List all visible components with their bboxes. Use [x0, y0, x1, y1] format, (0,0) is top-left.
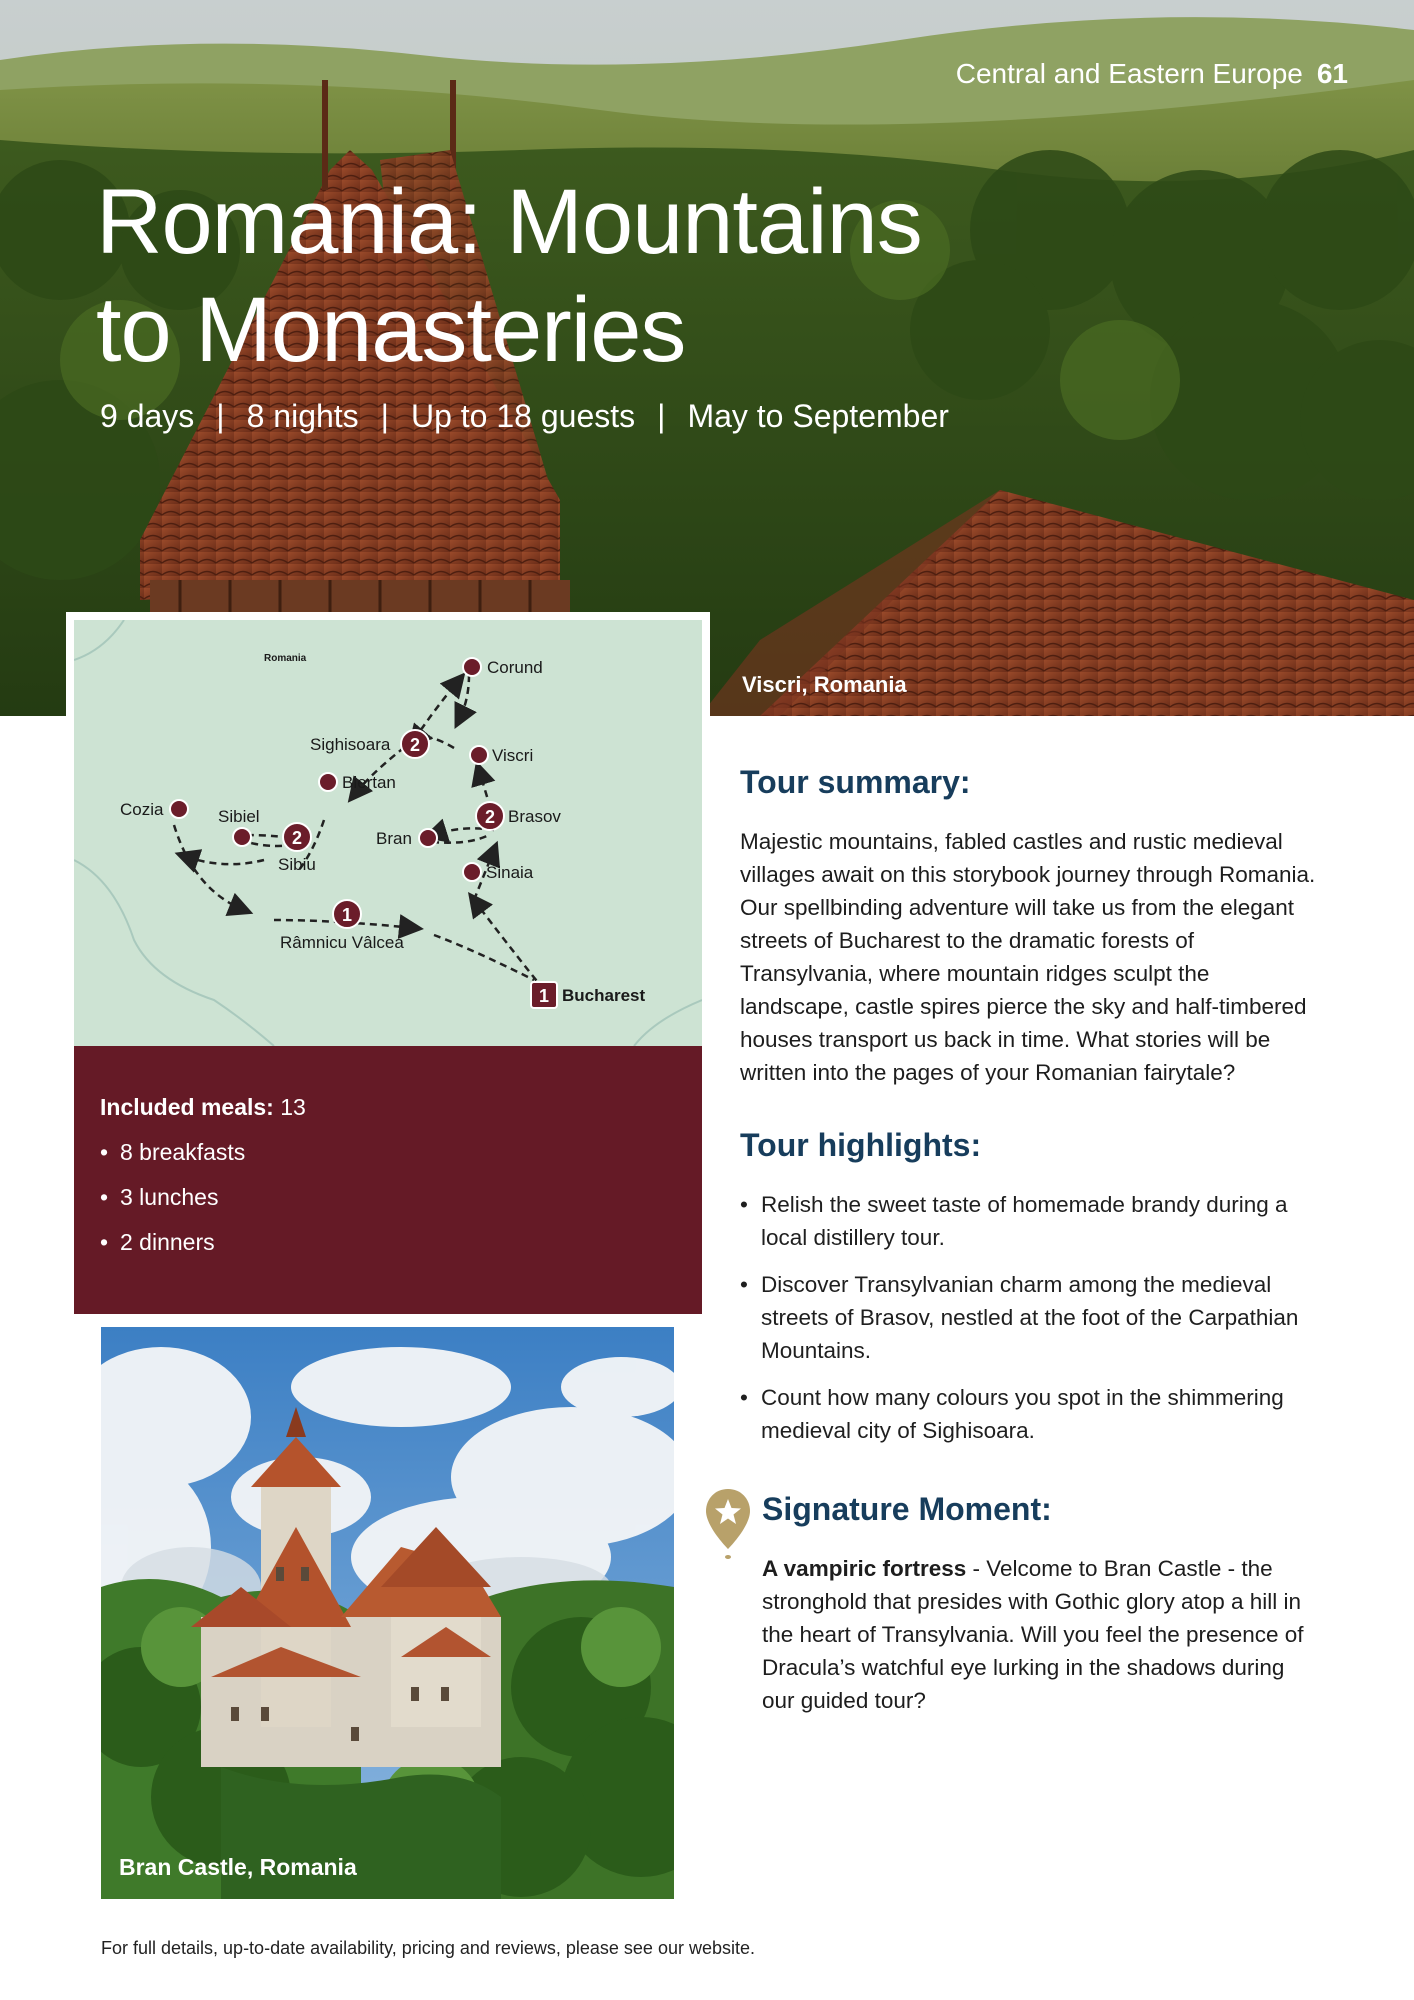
highlight-item: • Discover Transylvanian charm among the medieval streets of Brasov, nestled at the foot of the Carpathian Mountains. — [740, 1268, 1320, 1367]
label-sinaia: Sinaia — [486, 863, 534, 882]
label-cozia: Cozia — [120, 800, 164, 819]
highlight-item: • Relish the sweet taste of homemade brandy during a local distillery tour. — [740, 1188, 1320, 1254]
title-line-1: Romania: Mountains — [96, 171, 922, 273]
meta-separator: | — [657, 398, 666, 434]
page-title — [96, 168, 1056, 384]
border-line — [634, 1000, 702, 1046]
map-country-label: Romania — [264, 653, 307, 664]
castle-caption: Bran Castle, Romania — [119, 1854, 357, 1880]
hero-image — [0, 0, 1414, 716]
night-count-bucharest: 1 — [538, 986, 550, 1006]
meals-heading — [100, 1094, 676, 1121]
night-count-brasov: 2 — [484, 807, 496, 827]
meta-guests: Up to 18 guests — [410, 398, 636, 434]
tour-meta — [100, 398, 949, 435]
label-sibiu: Sibiu — [278, 855, 316, 874]
signature-bold: A vampiric fortress — [762, 1556, 967, 1581]
section-name: Central and Eastern Europe — [955, 58, 1303, 89]
meta-separator: | — [380, 398, 389, 434]
night-count-sibiu: 2 — [291, 828, 303, 848]
page-number: 61 — [1316, 58, 1348, 89]
signature-moment — [740, 1491, 1320, 1717]
night-count-sighisoara: 2 — [409, 735, 421, 755]
map-dot-sibiel — [233, 828, 251, 846]
bran-castle-photo — [101, 1327, 674, 1899]
page-header — [956, 58, 1348, 90]
route-map — [74, 620, 702, 1046]
map-dot-bran — [419, 829, 437, 847]
hero-caption: Viscri, Romania — [742, 672, 907, 697]
meal-item: • 2 dinners — [100, 1229, 676, 1256]
meals-list — [100, 1139, 676, 1256]
signature-body: - Velcome to Bran Castle - the stronghold that presides with Gothic glory atop a hill in the heart of Transylvania. Will you feel the presence of Dracula’s watchful eye lurking in the shadows during our guided tour? — [762, 1556, 1304, 1713]
label-corund: Corund — [487, 658, 543, 677]
right-column — [740, 764, 1320, 1717]
signature-text — [762, 1552, 1320, 1717]
map-dot-biertan — [319, 773, 337, 791]
highlight-item: • Count how many colours you spot in the shimmering medieval city of Sighisoara. — [740, 1381, 1320, 1447]
summary-title: Tour summary: — [740, 764, 971, 800]
meals-label: Included meals: — [100, 1094, 274, 1120]
meta-separator: | — [216, 398, 225, 434]
label-sighisoara: Sighisoara — [310, 735, 391, 754]
label-bucharest: Bucharest — [562, 986, 646, 1005]
label-viscri: Viscri — [492, 746, 534, 765]
label-sibiel: Sibiel — [218, 807, 260, 826]
map-dot-viscri — [470, 746, 488, 764]
border-line — [74, 860, 274, 1046]
footer-note: For full details, up-to-date availability, pricing and reviews, please see our website. — [101, 1938, 755, 1958]
map-dot-corund — [463, 658, 481, 676]
label-biertan: Biertan — [342, 773, 396, 792]
meals-count: 13 — [280, 1094, 306, 1120]
meta-days: 9 days — [100, 398, 195, 434]
signature-title: Signature Moment: — [762, 1491, 1052, 1527]
label-ramnicu: Râmnicu Vâlcea — [280, 933, 404, 952]
map-pin-star-icon — [704, 1487, 752, 1561]
included-meals-box — [74, 1046, 702, 1314]
title-line-2: to Monasteries — [96, 279, 686, 381]
label-bran: Bran — [376, 829, 412, 848]
border-line — [74, 620, 124, 660]
night-count-ramnicu: 1 — [341, 905, 353, 925]
highlights-title: Tour highlights: — [740, 1127, 982, 1163]
map-dot-cozia — [170, 800, 188, 818]
highlights-list — [740, 1188, 1320, 1447]
map-dot-sinaia — [463, 863, 481, 881]
summary-text: Majestic mountains, fabled castles and rustic medieval villages await on this storybook journey through Romania. Our spellbinding adventure will take us from the elegant streets of Bucharest to the dramatic forests of Transylvania, where mountain ridges sculpt the landscape, castle spires pierce the sky and half-timbered houses transport us back in time. What stories will be written into the pages of your Romanian fairytale? — [740, 829, 1316, 1085]
meal-item: • 8 breakfasts — [100, 1139, 676, 1166]
meal-item: • 3 lunches — [100, 1184, 676, 1211]
meta-nights: 8 nights — [246, 398, 359, 434]
meta-season: May to September — [687, 398, 949, 434]
map-card — [66, 612, 710, 1312]
label-brasov: Brasov — [508, 807, 561, 826]
